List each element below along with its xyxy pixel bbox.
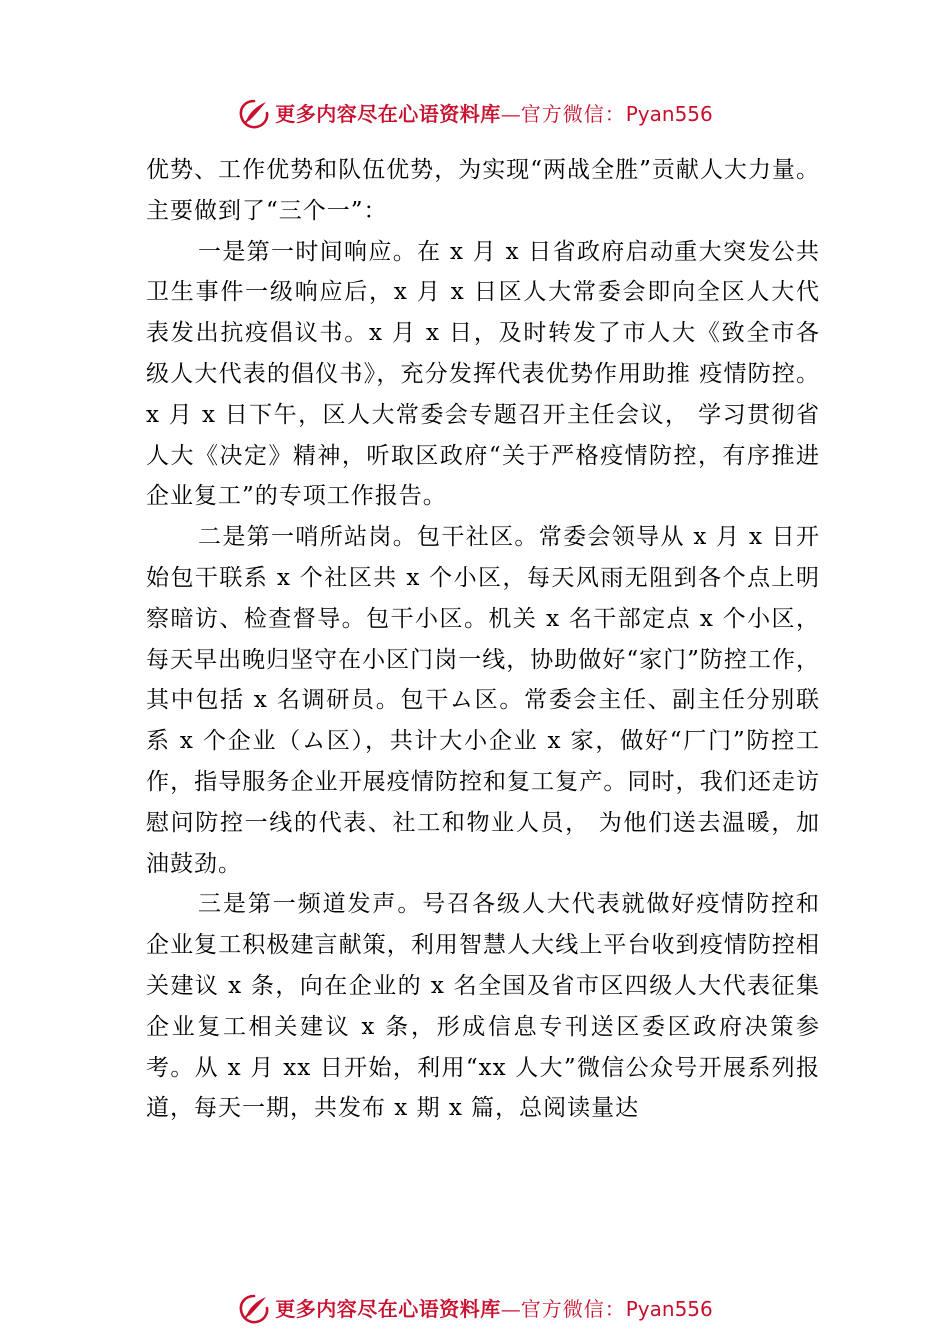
quill-swirl-logo-icon (237, 1292, 271, 1326)
document-body (146, 150, 820, 1129)
footer-banner (0, 1287, 950, 1331)
paragraph-first-post: 二是第一哨所站岗。包干社区。常委会领导从 x 月 x 日开始包干联系 x 个社区共 x 个小区，每天风雨无阻到各个点上明察暗访、检查督导。包干小区。机关 x 名干部定点 x 个小区，每天早出晚归坚守在小区门岗一线，协助做好“家门”防控工作，其中包括 x 名调研员。包干ム区。常委会主任、副主任分别联系 x 个企业（ム区），共计大小企业 x 家，做好“厂门”防控工作，指导服务企业开展疫情防控和复工复产。同时，我们还走访慰问防控一线的代表、社工和物业人员， 为他们送去温暖，加油鼓劲。 (146, 524, 820, 877)
paragraph-first-channel: 三是第一频道发声。号召各级人大代表就做好疫情防控和企业复工积极建言献策，利用智慧人大线上平台收到疫情防控相关建议 x 条，向在企业的 x 名全国及省市区四级人大代表征集企业复工相关建议 x 条，形成信息专刊送区委区政府决策参考。从 x 月 xx 日开始，利用“xx 人大”微信公众号开展系列报道，每天一期，共发布 x 期 x 篇，总阅读量达 (146, 891, 820, 1122)
paragraph-first-response: 一是第一时间响应。在 x 月 x 日省政府启动重大突发公共卫生事件一级响应后，x 月 x 日区人大常委会即向全区人大代表发出抗疫倡议书。x 月 x 日，及时转发了市人大《致全市各级人大代表的倡仪书》，充分发挥代表优势作用助推 疫情防控。x 月 x 日下午，区人大常委会专题召开主任会议， 学习贯彻省人大《决定》精神，听取区政府“关于严格疫情防控，有序推进企业复工”的专项工作报告。 (146, 238, 820, 510)
banner-dash: — (500, 102, 521, 126)
quill-swirl-logo-icon (237, 97, 271, 131)
paragraph-continuation: 优势、工作优势和队伍优势，为实现“两战全胜”贡献人大力量。主要做到了“三个一”： (146, 157, 820, 224)
banner-dash: — (500, 1297, 521, 1321)
banner-wechat-label: 官方微信： (520, 102, 626, 126)
banner-wechat-label: 官方微信： (520, 1297, 626, 1321)
banner-text (275, 102, 713, 126)
header-banner (0, 92, 950, 136)
banner-text (275, 1297, 713, 1321)
banner-brand: 更多内容尽在心语资料库 (275, 102, 501, 126)
banner-brand: 更多内容尽在心语资料库 (275, 1297, 501, 1321)
banner-account: Pyan556 (625, 102, 713, 126)
banner-account: Pyan556 (625, 1297, 713, 1321)
